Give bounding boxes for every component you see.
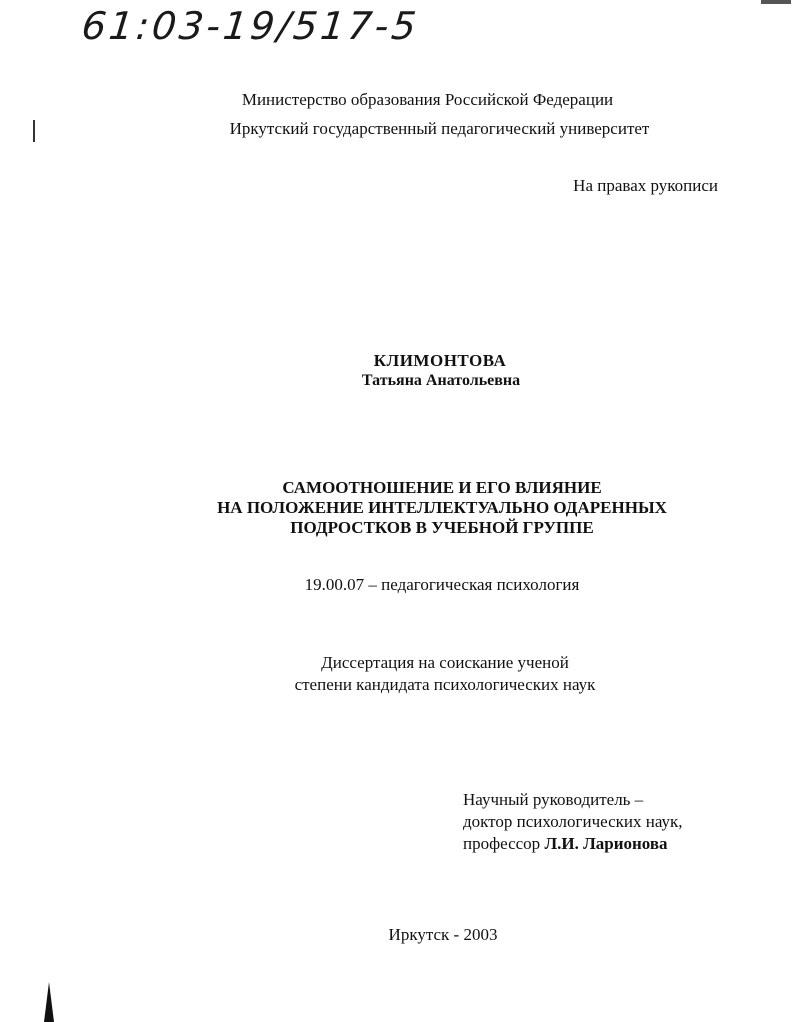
degree-line: Диссертация на соискание ученой [321,653,569,672]
degree-line: степени кандидата психологических наук [294,675,596,694]
title-line: НА ПОЛОЖЕНИЕ ИНТЕЛЛЕКТУАЛЬНО ОДАРЕННЫХ [217,498,667,517]
supervisor-rank: профессор [463,834,545,853]
scientific-supervisor [463,789,683,855]
scan-artifact-mark [761,0,791,4]
supervisor-name: Л.И. Ларионова [544,834,668,853]
city-year: Иркутск - 2003 [388,925,498,944]
supervisor-role: Научный руководитель – [463,790,644,809]
author-surname: КЛИМОНТОВА [373,351,507,370]
scan-artifact-mark [44,982,54,1022]
manuscript-rights-note: На правах рукописи [573,176,718,195]
specialty-code: 19.00.07 – педагогическая психология [304,575,580,594]
university-name: Иркутский государственный педагогический университет [229,119,650,138]
author-name: Татьяна Анатольевна [361,372,521,389]
title-line: САМООТНОШЕНИЕ И ЕГО ВЛИЯНИЕ [282,478,602,497]
dissertation-title [0,478,795,538]
scan-artifact-mark [33,120,35,142]
degree-statement [0,652,795,696]
title-line: ПОДРОСТКОВ В УЧЕБНОЙ ГРУППЕ [290,518,594,537]
ministry-name: Министерство образования Российской Федерации [241,90,614,109]
supervisor-degree: доктор психологических наук, [463,812,683,831]
supervisor-title-line [463,833,683,855]
handwritten-archive-code: 61:03-19/517-5 [79,4,422,48]
